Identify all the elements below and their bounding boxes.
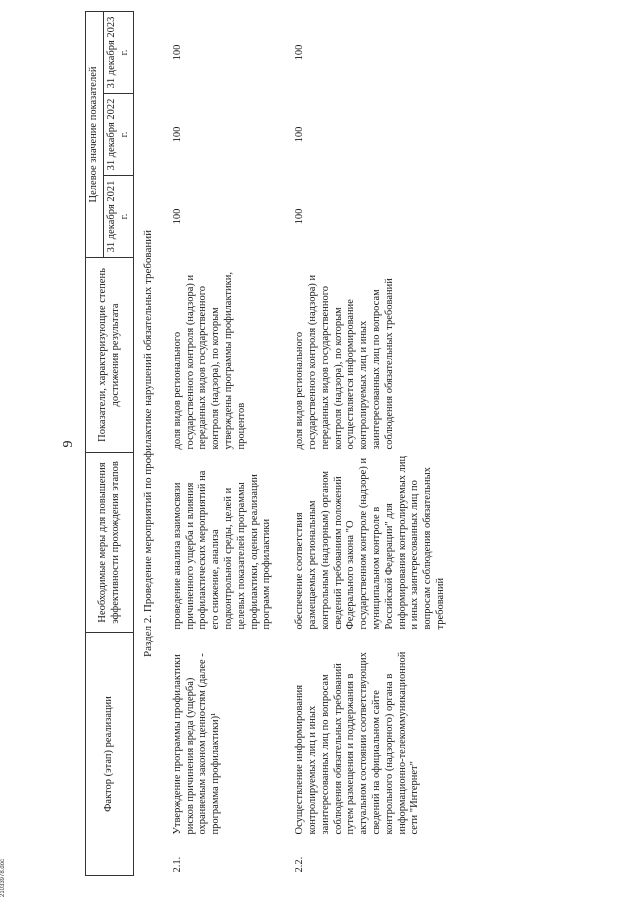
section-title: Раздел 2. Проведение мероприятий по профилактике нарушений обязательных требований — [142, 229, 155, 657]
row-value-2023: 100 — [294, 44, 306, 61]
header-indicators: Показатели, характеризующие степень достижения результата — [86, 257, 134, 452]
row-value-2021: 100 — [171, 208, 183, 225]
table-row — [166, 11, 288, 875]
header-measures: Необходимые меры для повышения эффективности прохождения этапов — [86, 452, 134, 632]
row-value-2022: 100 — [294, 126, 306, 143]
row-factor: Утверждение программы профилактики рисков причинения вреда (ущерба) охраняемым законом ценностям (далее - программа профилактики)¹ — [171, 653, 222, 835]
footer-file-code: 21033978.doc — [0, 858, 6, 897]
row-value-2021: 100 — [294, 208, 306, 225]
header-year-2022: 31 декабря 2022 г. — [103, 93, 134, 175]
row-factor: Осуществление информирования контролируемых лиц и иных заинтересованных лиц по вопросам соблюдения обязательных требований путем размещения и поддержания в актуальном состоянии соответствующих сведений на официальном сайте контрольного (надзорного) органа в информационно-телекоммуникационной сети "Интернет" — [294, 651, 421, 835]
row-measures: проведение анализа взаимосвязи причиненного ущерба и влияния профилактических мероприятий на его снижение, анализа подконтрольной среды, целей и целевых показателей программы профилактики, оценки реализации программ профилактики — [171, 470, 273, 630]
header-year-2021: 31 декабря 2021 г. — [103, 175, 134, 257]
page-number: 9 — [61, 440, 76, 448]
header-target-values: Целевое значение показателей — [86, 11, 104, 257]
row-number: 2.2. — [294, 856, 306, 873]
row-indicators: доля видов регионального государственного контроля (надзора) и переданных видов государственного контроля (надзора), по которым утверждены программы профилактики, процентов — [171, 272, 247, 450]
targets-table — [85, 11, 462, 876]
rotated-content — [55, 12, 541, 876]
row-value-2022: 100 — [171, 126, 183, 143]
table-row — [288, 11, 462, 875]
row-value-2023: 100 — [171, 44, 183, 61]
row-number: 2.1. — [171, 856, 183, 873]
header-year-2023: 31 декабря 2023 г. — [103, 11, 134, 93]
row-measures: обеспечение соответствия размещаемых региональным контрольным (надзорным) органом сведений требованиям положений Федерального закона "О государственном контроле (надзоре) и муниципальном контроле в Российской Федерации" для информирования контролируемых лиц и иных заинтересованных лиц по вопросам соблюдения обязательных требований — [294, 455, 446, 630]
header-factor: Фактор (этап) реализации — [86, 632, 134, 875]
row-indicators: доля видов регионального государственного контроля (надзора) и переданных видов государственного контроля (надзора), по которым осуществляется информирование контролируемых лиц и иных заинтересованных лиц по вопросам соблюдения обязательных требований — [294, 274, 395, 450]
